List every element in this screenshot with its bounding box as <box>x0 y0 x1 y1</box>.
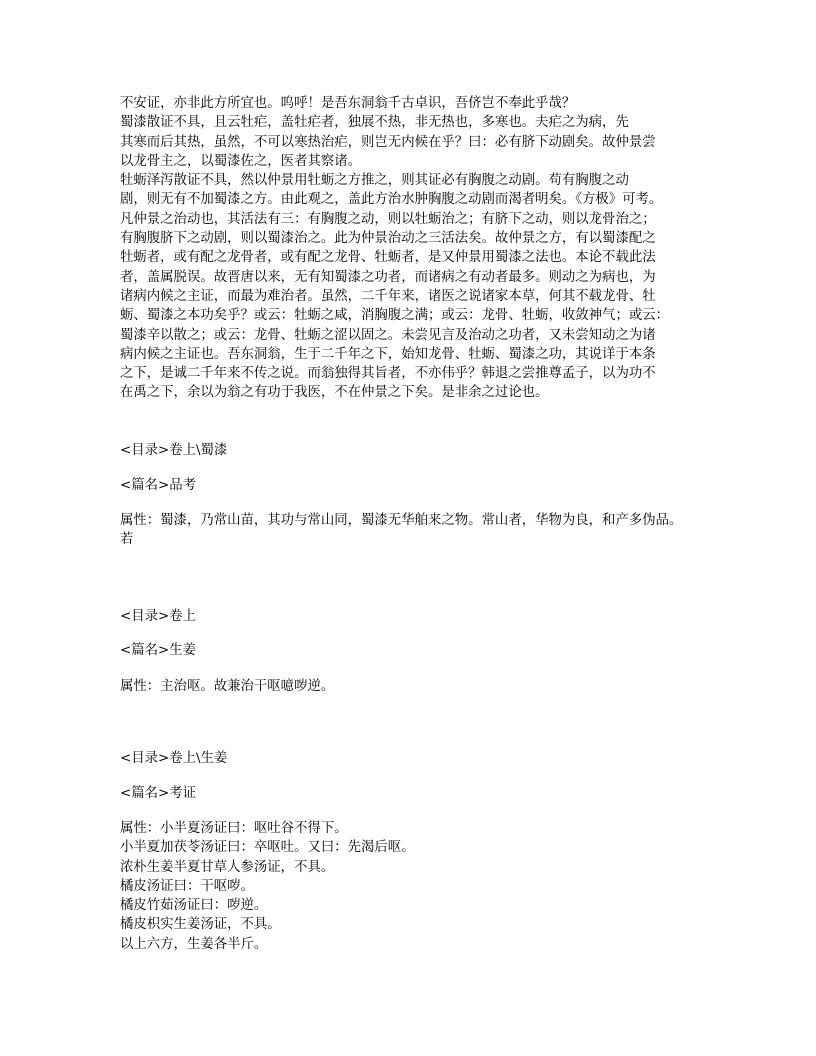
catalog-heading: <目录>卷上\生姜 <box>120 751 228 766</box>
section-kaozheng-body <box>120 819 415 954</box>
body-line: 橘皮枳实生姜汤证，不具。 <box>120 917 281 933</box>
paragraph-line: 凡仲景之治动也，其活法有三：有胸腹之动，则以牡蛎治之；有脐下之动，则以龙骨治之； <box>120 211 656 227</box>
paragraph-line: 牡蛎者，或有配之龙骨者，或有配之龙骨、牡蛎者，是又仲景用蜀漆之法也。本论不载此法 <box>120 250 656 266</box>
paragraph-line: 剧，则无有不加蜀漆之方。由此观之，盖此方治水肿胸腹之动剧而渴者明矣。《方极》可考。 <box>120 192 663 208</box>
article-title: <篇名>品考 <box>120 478 197 493</box>
section-shuqi-catalog <box>120 441 227 460</box>
paragraph-line: 蛎、蜀漆之本功矣乎？或云：牡蛎之咸，消胸腹之满；或云：龙骨、牡蛎，收敛神气；或云： <box>120 308 670 324</box>
body-line: 若 <box>120 532 134 548</box>
section-shengjiang-catalog <box>120 607 196 626</box>
article-title: <篇名>考证 <box>120 786 197 801</box>
section-kaozheng-catalog <box>120 749 227 768</box>
body-line: 浓朴生姜半夏甘草人参汤证，不具。 <box>120 859 335 875</box>
section-shuqi-body <box>120 511 682 550</box>
paragraph-line: 病内候之主证也。吾东洞翁，生于二千年之下，始知龙骨、牡蛎、蜀漆之功，其说详于本条 <box>120 346 656 362</box>
body-line: 以上六方，生姜各半斤。 <box>120 936 268 952</box>
catalog-heading: <目录>卷上 <box>120 609 197 624</box>
section-shengjiang-title <box>120 641 196 660</box>
body-line: 属性：蜀漆，乃常山苗，其功与常山同，蜀漆无华舶来之物。常山者，华物为良，和产多伪品。 <box>120 513 683 528</box>
body-line: 属性：主治呕。故兼治干呕噫哕逆。 <box>120 679 335 694</box>
paragraph-line: 不安证，亦非此方所宜也。呜呼！是吾东洞翁千古卓识，吾侪岂不奉此乎哉？ <box>120 96 576 111</box>
paragraph-line: 以龙骨主之，以蜀漆佐之，医者其察诸。 <box>120 153 362 169</box>
body-line: 小半夏加茯苓汤证曰：卒呕吐。又曰：先渴后呕。 <box>120 840 415 856</box>
paragraph-line: 牡蛎泽泻散证不具，然以仲景用牡蛎之方推之，则其证必有胸腹之动剧。苟有胸腹之动 <box>120 173 629 189</box>
article-title: <篇名>生姜 <box>120 643 197 658</box>
section-kaozheng-title <box>120 784 196 803</box>
body-line: 橘皮汤证曰：干呕哕。 <box>120 878 254 894</box>
paragraph-line: 其寒而后其热，虽然，不可以寒热治疟，则岂无内候在乎？曰：必有脐下动剧矣。故仲景尝 <box>120 134 656 150</box>
catalog-heading: <目录>卷上\蜀漆 <box>120 443 228 458</box>
paragraph-line: 蜀漆散证不具，且云牡疟，盖牡疟者，独展不热，非无热也，多寒也。夫疟之为病，先 <box>120 115 629 131</box>
body-line: 橘皮竹茹汤证曰：哕逆。 <box>120 898 268 914</box>
paragraph-line: 者，盖属脱误。故晋唐以来，无有知蜀漆之功者，而诸病之有动者最多。则动之为病也，为 <box>120 269 656 285</box>
paragraph-line: 蜀漆辛以散之；或云：龙骨、牡蛎之涩以固之。未尝见言及治动之功者，又未尝知动之为诸 <box>120 327 656 343</box>
paragraph-line: 之下，是诚二千年来不传之说。而翁独得其旨者，不亦伟乎？韩退之尝推尊孟子，以为功不 <box>120 366 656 382</box>
section-shuqi-title <box>120 476 196 495</box>
paragraph-line: 在禹之下，余以为翁之有功于我医，不在仲景之下矣。是非余之过论也。 <box>120 385 549 401</box>
paragraph-line: 有胸腹脐下之动剧，则以蜀漆治之。此为仲景治动之三活法矣。故仲景之方，有以蜀漆配之 <box>120 231 656 247</box>
main-paragraph <box>120 94 669 403</box>
section-shengjiang-body <box>120 677 334 696</box>
body-line: 属性：小半夏汤证曰：呕吐谷不得下。 <box>120 821 348 836</box>
paragraph-line: 诸病内候之主证，而最为难治者。虽然，二千年来，诸医之说诸家本草，何其不载龙骨、牡 <box>120 288 656 304</box>
